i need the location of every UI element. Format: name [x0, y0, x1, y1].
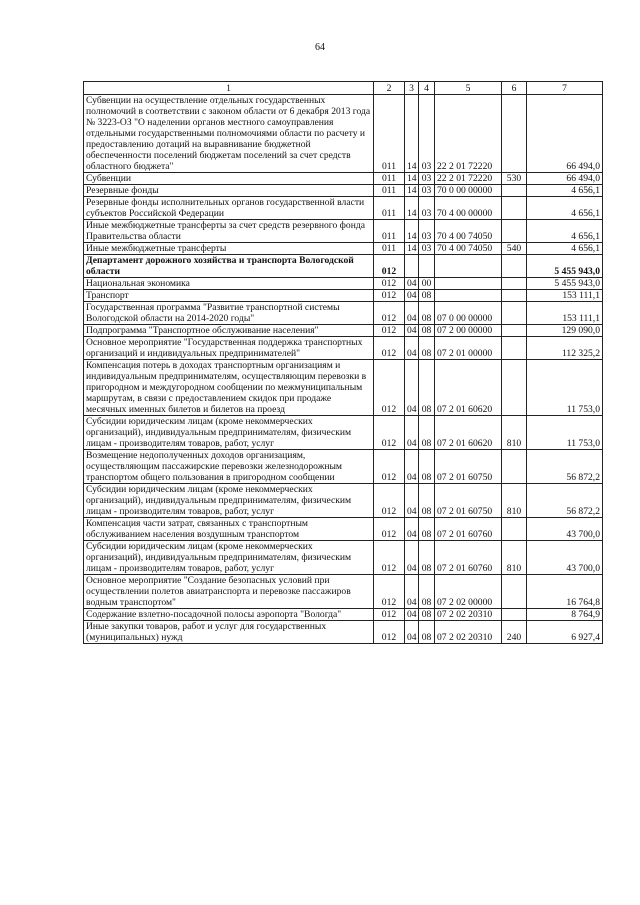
header-col-name: 1 — [84, 82, 374, 95]
cell-section: 04 — [405, 416, 419, 450]
cell-subsection: 08 — [419, 290, 435, 302]
cell-expense-type: 530 — [502, 173, 527, 185]
cell-sum: 8 764,9 — [527, 609, 603, 621]
table-row — [84, 609, 603, 621]
cell-section: 04 — [405, 337, 419, 360]
cell-target-item: 07 2 02 20310 — [435, 621, 502, 644]
cell-section: 04 — [405, 450, 419, 484]
cell-sum: 153 111,1 — [527, 302, 603, 325]
cell-code: 012 — [374, 541, 405, 575]
cell-subsection: 08 — [419, 518, 435, 541]
cell-code: 012 — [374, 609, 405, 621]
cell-code: 011 — [374, 173, 405, 185]
cell-name: Компенсация потерь в доходах транспортным организациям и индивидуальным предпринимателям, осуществляющим перевозки в пригородном и междугородном сообщении по межмуниципальным маршрутам, в связи с предоставлением скидок при продаже месячных именных билетов и билетов на проезд — [84, 360, 374, 416]
cell-expense-type — [502, 518, 527, 541]
cell-code: 012 — [374, 360, 405, 416]
cell-sum: 4 656,1 — [527, 197, 603, 220]
table-row — [84, 416, 603, 450]
cell-expense-type — [502, 450, 527, 484]
cell-subsection: 03 — [419, 173, 435, 185]
cell-code: 011 — [374, 95, 405, 173]
cell-sum: 66 494,0 — [527, 95, 603, 173]
cell-code: 012 — [374, 255, 405, 278]
cell-sum: 129 090,0 — [527, 325, 603, 337]
page-number: 64 — [315, 42, 325, 53]
cell-expense-type — [502, 185, 527, 197]
cell-expense-type — [502, 325, 527, 337]
cell-sum: 5 455 943,0 — [527, 278, 603, 290]
cell-section: 04 — [405, 541, 419, 575]
table-row — [84, 95, 603, 173]
cell-section: 04 — [405, 360, 419, 416]
cell-sum: 11 753,0 — [527, 416, 603, 450]
cell-subsection — [419, 255, 435, 278]
header-col-subsection: 4 — [419, 82, 435, 95]
cell-target-item — [435, 278, 502, 290]
cell-expense-type: 540 — [502, 243, 527, 255]
cell-target-item: 07 2 02 20310 — [435, 609, 502, 621]
budget-table — [83, 81, 603, 644]
cell-sum: 66 494,0 — [527, 173, 603, 185]
cell-sum: 56 872,2 — [527, 484, 603, 518]
cell-target-item: 07 2 01 60750 — [435, 484, 502, 518]
cell-code: 012 — [374, 290, 405, 302]
cell-code: 012 — [374, 325, 405, 337]
cell-subsection: 08 — [419, 575, 435, 609]
cell-code: 012 — [374, 302, 405, 325]
cell-target-item: 07 2 01 60620 — [435, 360, 502, 416]
cell-expense-type — [502, 290, 527, 302]
cell-section: 04 — [405, 278, 419, 290]
table-row — [84, 450, 603, 484]
cell-expense-type — [502, 255, 527, 278]
cell-section: 04 — [405, 302, 419, 325]
table-row — [84, 360, 603, 416]
cell-sum: 43 700,0 — [527, 541, 603, 575]
cell-section: 04 — [405, 518, 419, 541]
header-col-code: 2 — [374, 82, 405, 95]
table-row — [84, 197, 603, 220]
cell-name: Субвенции на осуществление отдельных государственных полномочий в соответствии с законом области от 6 декабря 2013 года № 3223-ОЗ "О наделении органов местного самоуправления отдельными государственными полномочиями области по расчету и предоставлению дотаций на выравнивание бюджетной обеспеченности поселений бюджетам поселений за счет средств областного бюджета" — [84, 95, 374, 173]
cell-target-item: 07 2 02 00000 — [435, 575, 502, 609]
cell-code: 011 — [374, 185, 405, 197]
cell-target-item: 70 4 00 00000 — [435, 197, 502, 220]
cell-subsection: 08 — [419, 416, 435, 450]
table-row — [84, 255, 603, 278]
cell-code: 011 — [374, 243, 405, 255]
cell-name: Государственная программа "Развитие транспортной системы Вологодской области на 2014-2020 годы" — [84, 302, 374, 325]
cell-subsection: 08 — [419, 302, 435, 325]
cell-expense-type — [502, 302, 527, 325]
cell-name: Иные закупки товаров, работ и услуг для государственных (муниципальных) нужд — [84, 621, 374, 644]
cell-sum: 4 656,1 — [527, 185, 603, 197]
cell-expense-type — [502, 278, 527, 290]
cell-target-item: 70 0 00 00000 — [435, 185, 502, 197]
cell-name: Резервные фонды исполнительных органов государственной власти субъектов Российской Федерации — [84, 197, 374, 220]
table-row — [84, 484, 603, 518]
cell-name: Компенсация части затрат, связанных с транспортным обслуживанием населения воздушным транспортом — [84, 518, 374, 541]
cell-subsection: 08 — [419, 484, 435, 518]
cell-expense-type — [502, 609, 527, 621]
cell-section: 04 — [405, 575, 419, 609]
cell-expense-type: 810 — [502, 541, 527, 575]
table-row — [84, 173, 603, 185]
cell-target-item: 07 2 00 00000 — [435, 325, 502, 337]
cell-subsection: 08 — [419, 337, 435, 360]
cell-section — [405, 255, 419, 278]
cell-expense-type: 810 — [502, 484, 527, 518]
cell-name: Департамент дорожного хозяйства и транспорта Вологодской области — [84, 255, 374, 278]
cell-sum: 112 325,2 — [527, 337, 603, 360]
cell-name: Субсидии юридическим лицам (кроме некоммерческих организаций), индивидуальным предпринимателям, физическим лицам - производителям товаров, работ, услуг — [84, 484, 374, 518]
cell-section: 14 — [405, 173, 419, 185]
table-row — [84, 325, 603, 337]
cell-section: 04 — [405, 290, 419, 302]
cell-subsection: 03 — [419, 220, 435, 243]
cell-name: Субсидии юридическим лицам (кроме некоммерческих организаций), индивидуальным предпринимателям, физическим лицам - производителям товаров, работ, услуг — [84, 416, 374, 450]
cell-subsection: 08 — [419, 450, 435, 484]
cell-target-item: 07 2 01 60620 — [435, 416, 502, 450]
cell-code: 012 — [374, 621, 405, 644]
cell-subsection: 08 — [419, 325, 435, 337]
cell-subsection: 08 — [419, 360, 435, 416]
cell-target-item: 22 2 01 72220 — [435, 95, 502, 173]
cell-section: 04 — [405, 609, 419, 621]
cell-target-item: 07 2 01 60760 — [435, 541, 502, 575]
cell-section: 04 — [405, 621, 419, 644]
cell-sum: 4 656,1 — [527, 243, 603, 255]
table-row — [84, 185, 603, 197]
cell-code: 012 — [374, 278, 405, 290]
cell-expense-type — [502, 360, 527, 416]
cell-name: Субвенции — [84, 173, 374, 185]
cell-subsection: 08 — [419, 541, 435, 575]
cell-code: 012 — [374, 337, 405, 360]
cell-name: Подпрограмма "Транспортное обслуживание населения" — [84, 325, 374, 337]
cell-sum: 5 455 943,0 — [527, 255, 603, 278]
table-row — [84, 290, 603, 302]
cell-subsection: 08 — [419, 621, 435, 644]
cell-code: 012 — [374, 484, 405, 518]
table-row — [84, 243, 603, 255]
cell-expense-type: 240 — [502, 621, 527, 644]
table-row — [84, 302, 603, 325]
table-row — [84, 220, 603, 243]
cell-sum: 16 764,8 — [527, 575, 603, 609]
cell-sum: 6 927,4 — [527, 621, 603, 644]
cell-name: Возмещение недополученных доходов организациям, осуществляющим пассажирские перевозки железнодорожным транспортом общего пользования в пригородном сообщении — [84, 450, 374, 484]
cell-subsection: 00 — [419, 278, 435, 290]
cell-sum: 4 656,1 — [527, 220, 603, 243]
cell-section: 14 — [405, 95, 419, 173]
cell-code: 012 — [374, 575, 405, 609]
cell-expense-type: 810 — [502, 416, 527, 450]
cell-target-item: 70 4 00 74050 — [435, 220, 502, 243]
cell-expense-type — [502, 197, 527, 220]
cell-sum: 56 872,2 — [527, 450, 603, 484]
cell-section: 04 — [405, 484, 419, 518]
table-body — [84, 95, 603, 644]
cell-target-item: 07 2 01 60750 — [435, 450, 502, 484]
cell-target-item: 07 2 01 60760 — [435, 518, 502, 541]
cell-expense-type — [502, 220, 527, 243]
cell-name: Иные межбюджетные трансферты за счет средств резервного фонда Правительства области — [84, 220, 374, 243]
table-row — [84, 337, 603, 360]
cell-section: 14 — [405, 197, 419, 220]
cell-section: 14 — [405, 243, 419, 255]
cell-expense-type — [502, 575, 527, 609]
cell-target-item — [435, 290, 502, 302]
cell-target-item: 07 0 00 00000 — [435, 302, 502, 325]
cell-name: Резервные фонды — [84, 185, 374, 197]
cell-subsection: 03 — [419, 185, 435, 197]
header-col-target-item: 5 — [435, 82, 502, 95]
cell-code: 011 — [374, 197, 405, 220]
cell-target-item: 22 2 01 72220 — [435, 173, 502, 185]
header-col-section: 3 — [405, 82, 419, 95]
cell-code: 012 — [374, 518, 405, 541]
table-row — [84, 575, 603, 609]
cell-target-item: 07 2 01 00000 — [435, 337, 502, 360]
cell-subsection: 03 — [419, 95, 435, 173]
cell-name: Содержание взлетно-посадочной полосы аэропорта "Вологда" — [84, 609, 374, 621]
cell-section: 04 — [405, 325, 419, 337]
cell-target-item: 70 4 00 74050 — [435, 243, 502, 255]
cell-subsection: 03 — [419, 197, 435, 220]
cell-expense-type — [502, 337, 527, 360]
header-col-expense-type: 6 — [502, 82, 527, 95]
cell-code: 012 — [374, 450, 405, 484]
cell-code: 011 — [374, 220, 405, 243]
table-row — [84, 621, 603, 644]
cell-sum: 43 700,0 — [527, 518, 603, 541]
cell-name: Субсидии юридическим лицам (кроме некоммерческих организаций), индивидуальным предпринимателям, физическим лицам - производителям товаров, работ, услуг — [84, 541, 374, 575]
cell-section: 14 — [405, 220, 419, 243]
cell-name: Транспорт — [84, 290, 374, 302]
header-row — [84, 82, 603, 95]
cell-name: Национальная экономика — [84, 278, 374, 290]
header-col-sum: 7 — [527, 82, 603, 95]
cell-section: 14 — [405, 185, 419, 197]
cell-sum: 11 753,0 — [527, 360, 603, 416]
cell-target-item — [435, 255, 502, 278]
table-row — [84, 518, 603, 541]
cell-sum: 153 111,1 — [527, 290, 603, 302]
table-row — [84, 541, 603, 575]
cell-name: Основное мероприятие "Создание безопасных условий при осуществлении полетов авиатранспорта и перевозке пассажиров водным транспортом" — [84, 575, 374, 609]
cell-subsection: 03 — [419, 243, 435, 255]
table-row — [84, 278, 603, 290]
cell-expense-type — [502, 95, 527, 173]
cell-name: Основное мероприятие "Государственная поддержка транспортных организаций и индивидуальных предпринимателей" — [84, 337, 374, 360]
cell-code: 012 — [374, 416, 405, 450]
cell-subsection: 08 — [419, 609, 435, 621]
cell-name: Иные межбюджетные трансферты — [84, 243, 374, 255]
